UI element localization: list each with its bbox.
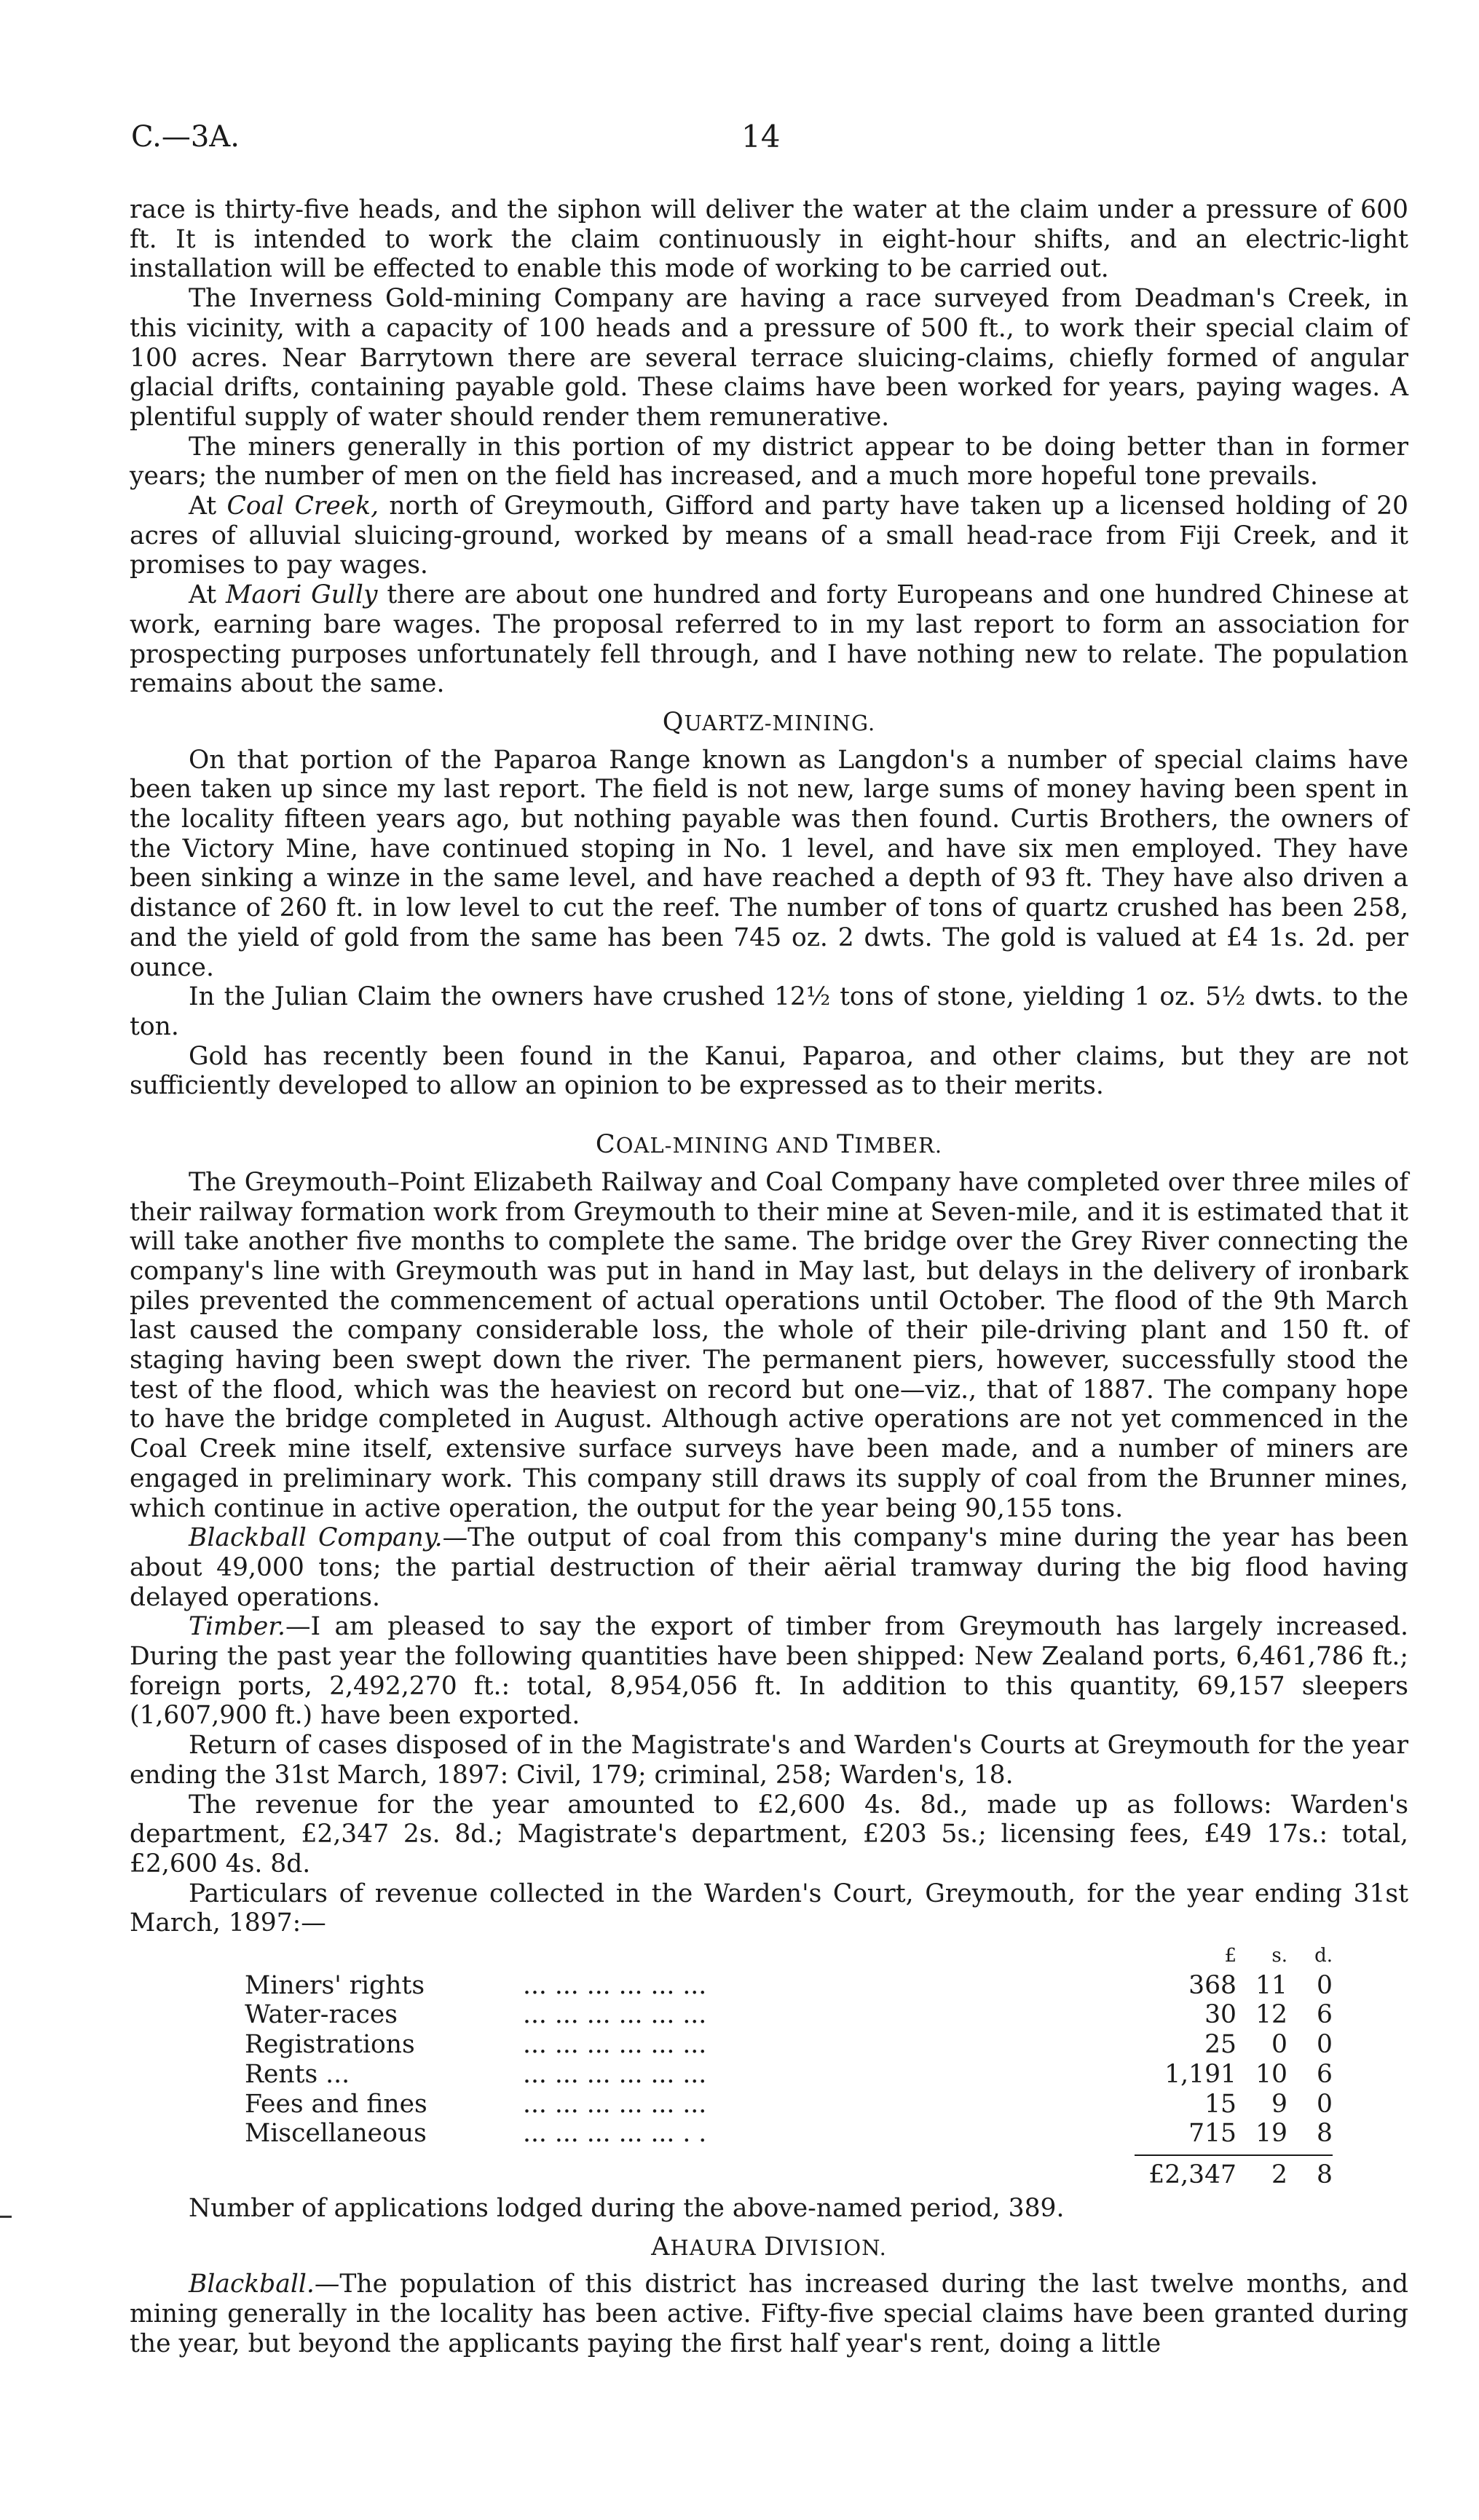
row-shillings: 12 [1255, 2000, 1287, 2030]
row-shillings: 11 [1255, 1970, 1287, 2000]
paragraph-return-of-cases: Return of cases disposed of in the Magistrate's and Warden's Courts at Greymouth for the year ending the 31st March, 1897: Civil, 179; criminal, 258; Warden's, 18. [130, 1731, 1408, 1790]
paragraph-paparoa-range: On that portion of the Paparoa Range known as Langdon's a number of special claims have been taken up since my last report. The field is not new, large sums of money having been spent in the locality fifteen years ago, but nothing payable was then found. Curtis Brothers, the owners of the Victory Mine, have continued stoping in No. 1 level, and have six men employed. They have been sinking a winze in the same level, and have reached a depth of 93 ft. They have also driven a distance of 260 ft. in low level to cut the reef. The number of tons of quartz crushed has been 258, and the yield of gold from the same has been 745 oz. 2 dwts. The gold is valued at £4 1s. 2d. per ounce. [130, 745, 1408, 982]
paragraph-kanui: Gold has recently been found in the Kanui, Paparoa, and other claims, but they are not sufficiently developed to allow an opinion to be expressed as to their merits. [130, 1041, 1408, 1101]
paragraph-maori-gully: At Maori Gully there are about one hundred and forty Europeans and one hundred Chinese at work, earning bare wages. The proposal referred to in my last report to form an association for prospecting purposes unfortunately fell through, and I have nothing new to relate. The population remains about the same. [130, 580, 1409, 699]
row-pounds: 25 [1204, 2030, 1237, 2060]
spacer [130, 1101, 1408, 1121]
row-leader-dots: ... ... ... ... ... ... [523, 2089, 707, 2119]
row-pounds: 715 [1188, 2119, 1237, 2149]
unit-pounds: £ [1224, 1945, 1237, 1967]
revenue-table-units [245, 1941, 1333, 1971]
row-shillings: 0 [1271, 2030, 1287, 2060]
label-timber: Timber. [189, 1612, 285, 1642]
paragraph-revenue: The revenue for the year amounted to £2,600 4s. 8d., made up as follows: Warden's department, £2,347 2s. 8d.; Magistrate's department, £203 5s.; licensing fees, £49 17s.: total, £2,600 4s. 8d. [130, 1790, 1408, 1879]
table-row [245, 2060, 1333, 2090]
unit-pence: d. [1314, 1945, 1333, 1967]
paragraph-julian-claim: In the Julian Claim the owners have crushed 12½ tons of stone, yielding 1 oz. 5½ dwts. to the ton. [130, 982, 1408, 1041]
label-blackball-company: Blackball Company. [189, 1523, 443, 1553]
paragraph-applications: Number of applications lodged during the above-named period, 389. [189, 2194, 1065, 2223]
table-row [245, 2000, 1333, 2030]
row-pence: 6 [1317, 2059, 1333, 2089]
label-blackball: Blackball. [189, 2270, 315, 2299]
row-leader-dots: ... ... ... ... ... ... [523, 1970, 707, 2000]
margin-mark [0, 2216, 12, 2218]
paragraph-blackball-district: Blackball.—The population of this district has increased during the last twelve months, and mining generally in the locality has been active. Fifty-five special claims have been granted during the year, but beyond the applicants paying the first half year's rent, doing a little [130, 2270, 1408, 2358]
heading-ahaura-division: AHAURA DIVISION. [651, 2232, 887, 2262]
table-row [245, 2030, 1333, 2060]
paragraph-blackball-company: Blackball Company.—The output of coal from this company's mine during the year has been about 49,000 tons; the partial destruction of their aërial tramway during the big flood having delayed operations. [130, 1523, 1408, 1612]
row-label: Miners' rights [245, 1970, 425, 2000]
revenue-table [245, 1941, 1333, 2194]
table-row [245, 2090, 1333, 2120]
row-pounds: 1,191 [1164, 2059, 1237, 2089]
row-label: Water-races [245, 2000, 398, 2030]
table-row [245, 1971, 1333, 2001]
row-leader-dots: ... ... ... ... ... ... [523, 2059, 707, 2089]
paragraph-railway-coal-company: The Greymouth–Point Elizabeth Railway and Coal Company have completed over three miles of their railway formation work from Greymouth to their mine at Seven-mile, and it is estimated that it will take another five months to complete the same. The bridge over the Grey River connecting the company's line with Greymouth was put in hand in May last, but delays in the delivery of ironbark piles prevented the commencement of actual operations until October. The flood of the 9th March last caused the company considerable loss, the whole of their pile-driving plant and 150 ft. of staging having been swept down the river. The permanent piers, however, successfully stood the test of the flood, which was the heaviest on record but one—viz., that of 1887. The company hope to have the bridge completed in August. Although active operations are not yet commenced in the Coal Creek mine itself, extensive surface surveys have been made, and a number of miners are engaged in preliminary work. This company still draws its supply of coal from the Brunner mines, which continue in active operation, the output for the year being 90,155 tons. [130, 1167, 1408, 1523]
row-label: Registrations [245, 2030, 415, 2060]
paragraph-inverness: The Inverness Gold-mining Company are having a race surveyed from Deadman's Creek, in this vicinity, with a capacity of 100 heads and a pressure of 500 ft., to work their special claim of 100 acres. Near Barrytown there are several terrace sluicing-claims, chiefly formed of angular glacial drifts, containing payable gold. These claims have been worked for years, paying wages. A plentiful supply of water should render them remunerative. [130, 284, 1408, 432]
row-leader-dots: ... ... ... ... ... ... [523, 2000, 707, 2030]
heading-quartz-mining: QUARTZ-MINING. [662, 707, 876, 737]
place-maori-gully: Maori Gully [226, 580, 378, 610]
row-shillings: 10 [1255, 2059, 1287, 2089]
row-pence: 6 [1317, 2000, 1333, 2030]
place-coal-creek: Coal Creek, [226, 491, 379, 521]
row-label: Rents ... [245, 2059, 350, 2089]
paragraph-particulars: Particulars of revenue collected in the Warden's Court, Greymouth, for the year ending 31st March, 1897:— [130, 1879, 1408, 1938]
row-shillings: 19 [1255, 2119, 1287, 2149]
page-number: 14 [741, 119, 781, 154]
row-pence: 8 [1317, 2119, 1333, 2149]
row-leader-dots: ... ... ... ... ... . . [523, 2119, 707, 2149]
paragraph-timber: Timber.—I am pleased to say the export of timber from Greymouth has largely increased. During the past year the following quantities have been shipped: New Zealand ports, 6,461,786 ft.; foreign ports, 2,492,270 ft.: total, 8,954,056 ft. In addition to this quantity, 69,157 sleepers (1,607,900 ft.) have been exported. [130, 1612, 1408, 1731]
paragraph-miners-generally: The miners generally in this portion of my district appear to be doing better than in former years; the number of men on the field has increased, and a much more hopeful tone prevails. [130, 432, 1408, 491]
row-pence: 0 [1317, 2089, 1333, 2119]
document-reference: C.—3A. [131, 120, 240, 154]
row-leader-dots: ... ... ... ... ... ... [523, 2030, 707, 2060]
total-pounds: £2,347 [1148, 2160, 1237, 2189]
row-pounds: 368 [1188, 1970, 1237, 2000]
row-pence: 0 [1317, 2030, 1333, 2060]
row-pounds: 15 [1204, 2089, 1237, 2119]
heading-coal-mining-timber: COAL-MINING AND TIMBER. [595, 1130, 943, 1160]
row-label: Miscellaneous [245, 2119, 427, 2149]
paragraph-coal-creek: At Coal Creek, north of Greymouth, Gifford and party have taken up a licensed holding of 20 acres of alluvial sluicing-ground, worked by means of a small head-race from Fiji Creek, and it promises to pay wages. [130, 491, 1408, 580]
total-rule [245, 2149, 1333, 2155]
row-label: Fees and fines [245, 2089, 427, 2119]
total-pence: 8 [1317, 2160, 1333, 2189]
table-total-row [245, 2155, 1333, 2194]
row-pence: 0 [1317, 1970, 1333, 2000]
table-row [245, 2119, 1333, 2149]
row-shillings: 9 [1271, 2089, 1287, 2119]
document-body [130, 195, 1408, 2359]
total-shillings: 2 [1271, 2160, 1287, 2189]
paragraph-race-siphon: race is thirty-five heads, and the siphon will deliver the water at the claim under a pressure of 600 ft. It is intended to work the claim continuously in eight-hour shifts, and an electric-light installation will be effected to enable this mode of working to be carried out. [130, 195, 1408, 284]
row-pounds: 30 [1204, 2000, 1237, 2030]
unit-shillings: s. [1271, 1945, 1287, 1967]
